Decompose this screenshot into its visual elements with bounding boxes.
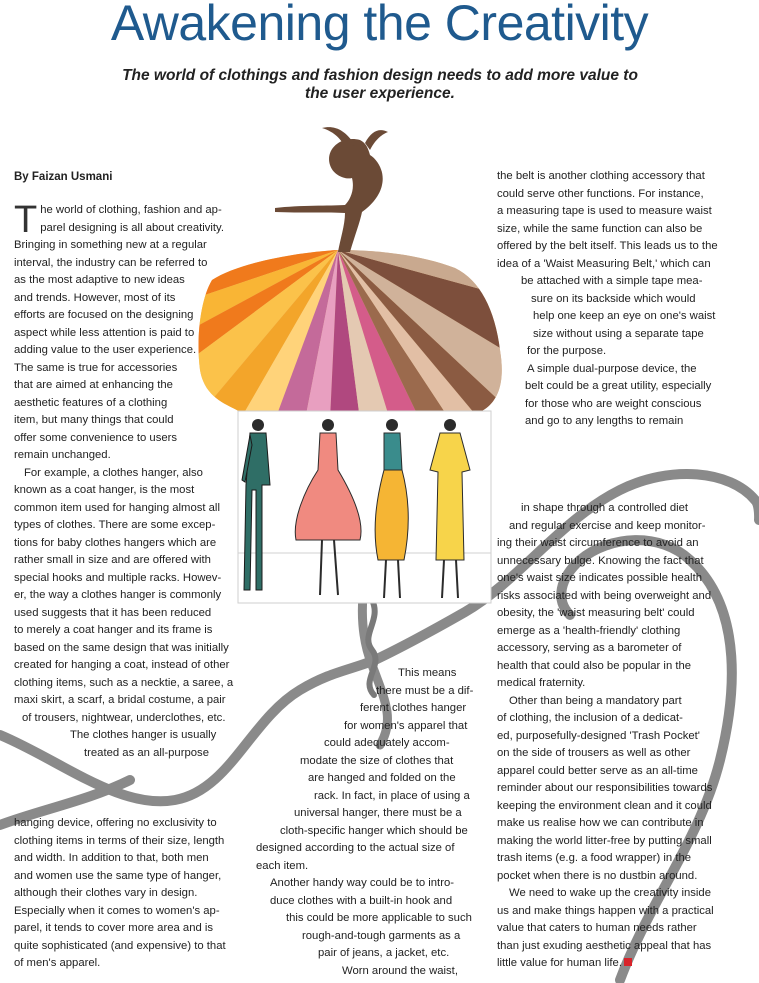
text-line: tions for baby clothes hangers which are <box>14 536 217 549</box>
text-line: pair of jeans, a jacket, etc. <box>318 947 450 959</box>
text-line: for those who are weight conscious <box>525 397 702 410</box>
text-line: Another handy way could be to intro- <box>270 877 454 889</box>
text-line: medical fraternity. <box>497 677 586 689</box>
drop-cap: T <box>14 199 38 241</box>
column-3-top <box>497 168 747 431</box>
text-line: ferent clothes hanger <box>360 702 467 714</box>
text-line: adding value to the user experience. <box>14 344 197 356</box>
text-line: could adequately accom- <box>324 737 450 749</box>
column-3-bottom <box>497 500 752 973</box>
text-line: us and make things happen with a practical <box>497 904 714 917</box>
article-title: Awakening the Creativity <box>110 0 649 51</box>
text-line: remain unchanged. <box>14 449 111 461</box>
text-line: ed, purposefully-designed 'Trash Pocket' <box>497 729 700 742</box>
text-line: that are aimed at enhancing the <box>14 379 173 391</box>
text-line: treated as an all-purpose <box>84 746 209 759</box>
text-line: maxi skirt, a scarf, a bridal costume, a pair <box>14 694 226 706</box>
text-line: to merely a coat hanger and its frame is <box>14 624 213 636</box>
text-line: item, but many things that could <box>14 414 174 426</box>
text-line: are hanged and folded on the <box>308 772 456 784</box>
subtitle-line-1: The world of clothings and fashion design needs to add more value to <box>122 67 638 84</box>
text-line: on the side of trousers as well as other <box>497 747 691 759</box>
text-line: there must be a dif- <box>376 684 474 697</box>
text-line: efforts are focused on the designing <box>14 309 194 321</box>
text-line: aspect while less attention is paid to <box>14 326 195 339</box>
text-line: for women's apparel that <box>344 719 468 732</box>
text-line: designed according to the actual size of <box>256 842 455 854</box>
text-line: rather small in size and are offered with <box>14 554 211 566</box>
text-line: pocket when there is no dustbin around. <box>497 869 698 882</box>
text-line: interval, the industry can be referred to <box>14 256 208 269</box>
text-line: offered by the belt itself. This leads us to the <box>497 240 718 252</box>
end-mark-icon <box>624 958 632 966</box>
text-line: er, the way a clothes hanger is commonly <box>14 589 222 601</box>
text-line: For example, a clothes hanger, also <box>24 466 203 479</box>
end-line <box>497 955 752 973</box>
text-line: sure on its backside which would <box>531 292 696 305</box>
text-line: health that could also be popular in the <box>497 659 692 672</box>
text-line: aesthetic features of a clothing <box>14 396 168 409</box>
text-line: rack. In fact, in place of using a <box>314 789 470 802</box>
text-line: could serve other functions. For instance, <box>497 187 704 200</box>
text-line: duce clothes with a built-in hook and <box>270 894 453 907</box>
text-line: emerge as a 'health-friendly' clothing <box>497 624 681 637</box>
text-line: A simple dual-purpose device, the <box>527 362 697 375</box>
text-line: and trends. However, most of its <box>14 291 176 304</box>
text-line: types of clothes. There are some excep- <box>14 519 216 531</box>
text-line: little value for human life. <box>497 957 622 969</box>
text-line: special hooks and multiple racks. Howev- <box>14 571 222 584</box>
text-line: size, while the same function can also be <box>497 222 703 235</box>
text-line: belt could be a great utility, especially <box>525 380 712 392</box>
text-line: and width. In addition to that, both men <box>14 852 209 864</box>
author-byline: By Faizan Usmani <box>14 171 113 183</box>
text-line: hanging device, offering no exclusivity to <box>14 817 217 829</box>
text-line: in shape through a controlled diet <box>521 502 689 514</box>
text-line: making the world litter-free by putting small <box>497 834 712 847</box>
text-line: Bringing in something new at a regular <box>14 239 207 251</box>
text-line: the belt is another clothing accessory that <box>497 170 705 182</box>
text-line: and women use the same type of hanger, <box>14 869 222 882</box>
text-line: apparel could better serve as an all-time <box>497 764 698 777</box>
text-line: keeping the environment clean and it could <box>497 799 712 812</box>
column-1-top <box>14 199 246 762</box>
text-line: of men's apparel. <box>14 957 101 969</box>
text-line: help one keep an eye on one's waist <box>533 310 716 322</box>
text-line: Worn around the waist, <box>342 964 458 977</box>
text-line: make us realise how we can contribute in <box>497 817 704 829</box>
text-line: The same is true for accessories <box>14 361 178 374</box>
text-line: risks associated with being overweight and <box>497 589 712 602</box>
text-line: The clothes hanger is usually <box>70 729 217 741</box>
text-line: cloth-specific hanger which should be <box>280 824 468 837</box>
text-line: and regular exercise and keep monitor- <box>509 519 706 532</box>
text-line: idea of a 'Waist Measuring Belt,' which can <box>497 257 711 270</box>
text-line: as the most adaptive to new ideas <box>14 274 185 286</box>
text-line: be attached with a simple tape mea- <box>521 275 703 287</box>
text-line: each item. <box>256 859 309 872</box>
text-line: unnecessary bulge. Knowing the fact that <box>497 554 704 567</box>
text-line: reminder about our responsibilities towards <box>497 782 713 794</box>
text-line: known as a coat hanger, is the most <box>14 484 195 496</box>
text-line: Other than being a mandatory part <box>509 694 682 707</box>
dancer-silhouette-icon <box>275 127 388 252</box>
text-line: he world of clothing, fashion and ap- <box>40 204 222 216</box>
text-line: of clothing, the inclusion of a dedicat- <box>497 712 683 724</box>
text-line: common item used for hanging almost all <box>14 501 220 514</box>
column-1-bottom <box>14 815 254 973</box>
text-line: this could be more applicable to such <box>286 912 472 924</box>
text-line: and go to any lengths to remain <box>525 415 684 427</box>
text-line: clothing items, such as a necktie, a saree, a <box>14 676 234 689</box>
text-line: modate the size of clothes that <box>300 754 454 767</box>
text-line: for the purpose. <box>527 345 607 357</box>
text-line: size without using a separate tape <box>533 327 704 340</box>
text-line: trash items (e.g. a food wrapper) in the <box>497 852 692 864</box>
text-line: clothing items in terms of their size, length <box>14 834 225 847</box>
text-line: rough-and-tough garments as a <box>302 929 461 942</box>
text-line: than just exuding aesthetic appeal that has <box>497 939 712 952</box>
text-line: quite sophisticated (and expensive) to that <box>14 939 226 952</box>
text-line: accessory, serving as a barometer of <box>497 642 682 654</box>
text-line: obesity, the 'waist measuring belt' could <box>497 607 695 619</box>
text-line: created for hanging a coat, instead of other <box>14 659 230 671</box>
fashion-sketch-panel <box>238 411 491 603</box>
text-line: Especially when it comes to women's ap- <box>14 904 220 917</box>
text-line: We need to wake up the creativity inside <box>509 887 711 899</box>
text-line: value that caters to human needs rather <box>497 922 697 934</box>
text-line: universal hanger, there must be a <box>294 807 462 819</box>
subtitle-line-2: the user experience. <box>305 85 455 102</box>
text-line: This means <box>398 667 457 679</box>
text-line: used suggests that it has been reduced <box>14 606 212 619</box>
text-line: a measuring tape is used to measure waist <box>497 205 712 217</box>
column-2 <box>256 665 486 980</box>
text-line: parel, it tends to cover more area and is <box>14 922 214 934</box>
text-line: ing their waist circumference to avoid an <box>497 537 699 549</box>
text-line: one's waist size indicates possible health <box>497 572 702 584</box>
text-line: of trousers, nightwear, underclothes, etc. <box>22 711 226 724</box>
text-line: although their clothes vary in design. <box>14 887 198 899</box>
text-line: offer some convenience to users <box>14 431 178 444</box>
text-line: based on the same design that was initially <box>14 641 229 654</box>
text-line: parel designing is all about creativity. <box>40 221 224 234</box>
